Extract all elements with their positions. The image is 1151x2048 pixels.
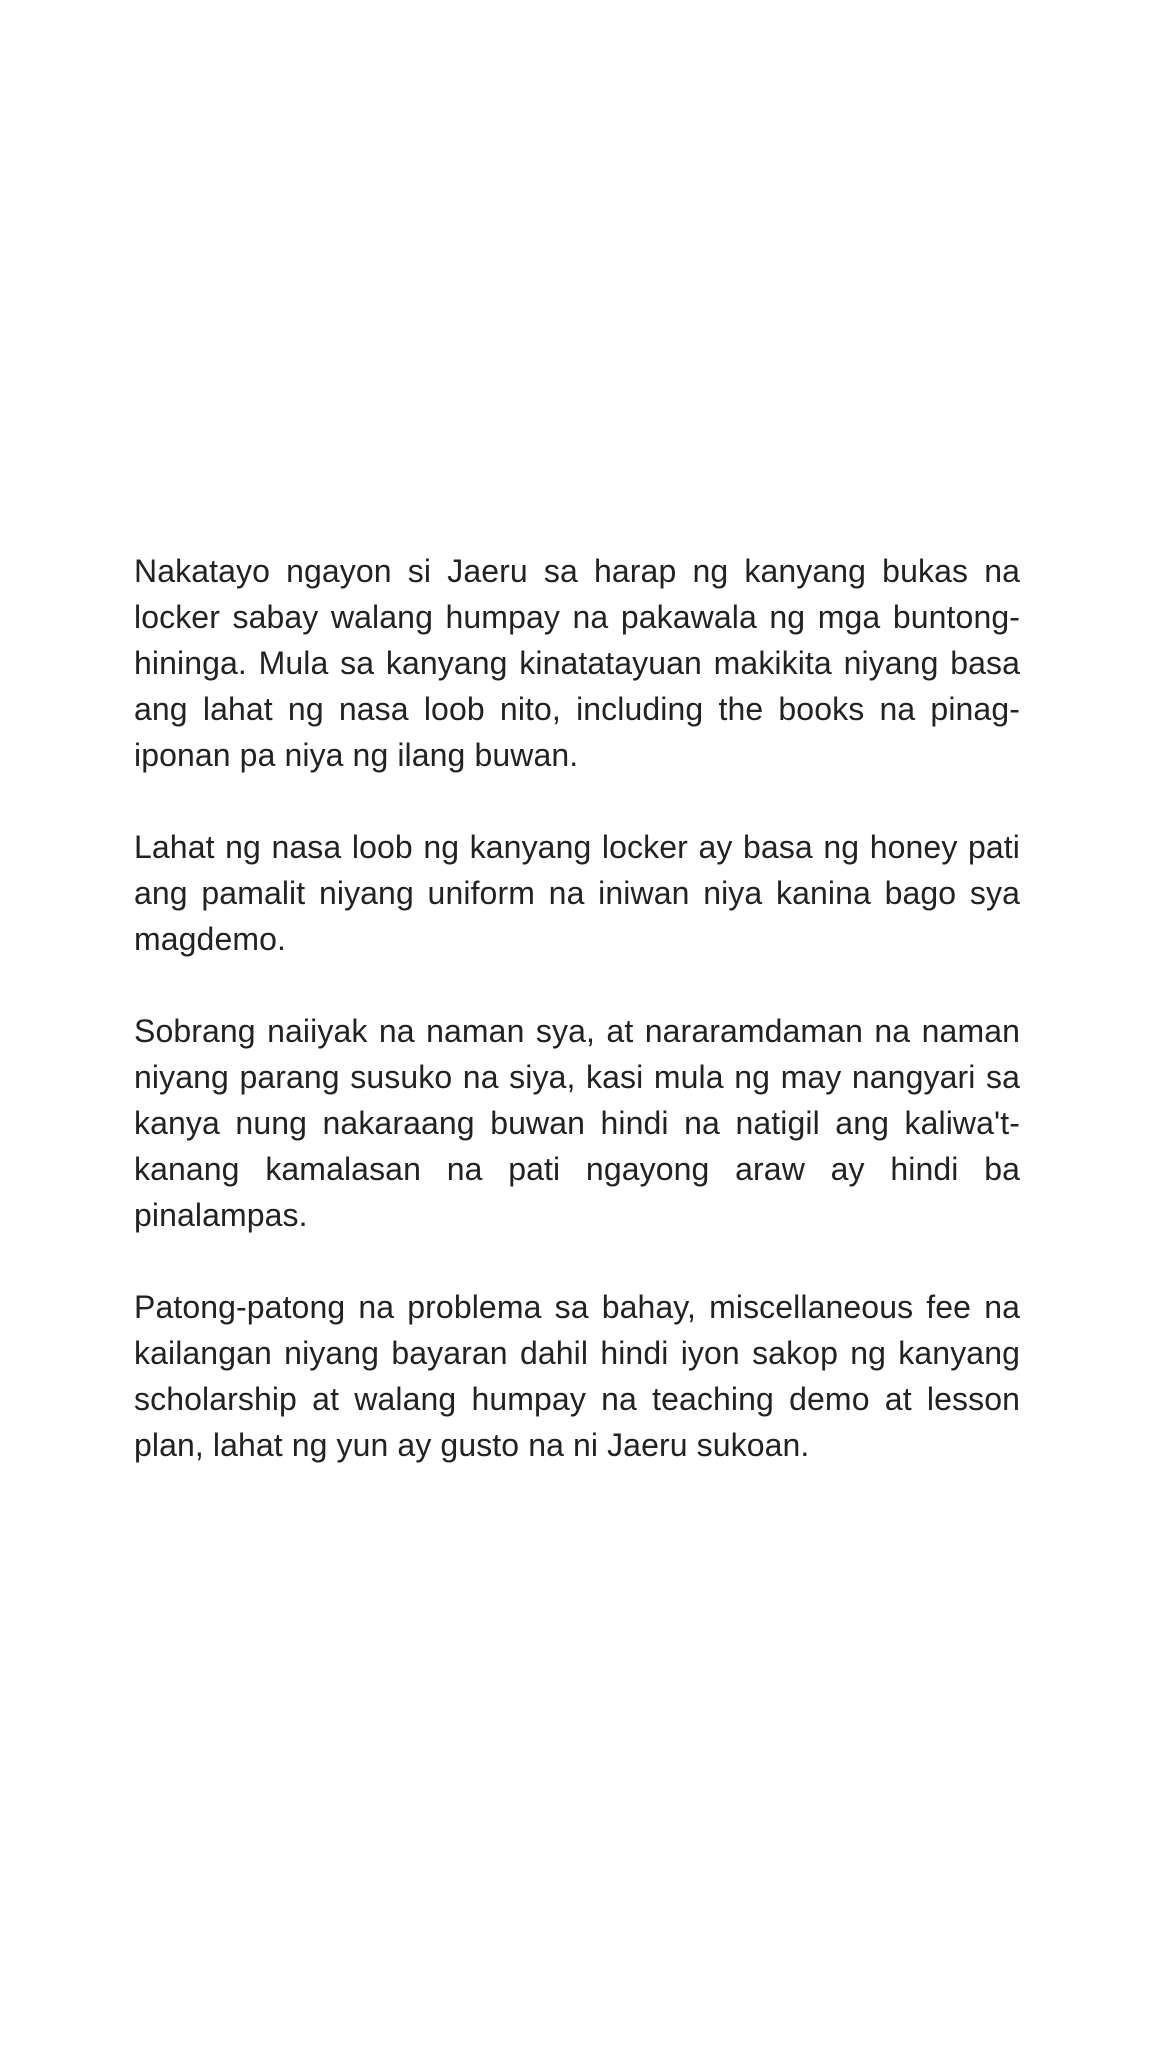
paragraph-2: Lahat ng nasa loob ng kanyang locker ay basa ng honey pati ang pamalit niyang uniform na iniwan niya kanina bago sya magdemo. <box>134 829 1020 957</box>
paragraph-4: Patong-patong na problema sa bahay, miscellaneous fee na kailangan niyang bayaran dahil hindi iyon sakop ng kanyang scholarship at walang humpay na teaching demo at lesson plan, lahat ng yun ay gusto na ni Jaeru sukoan. <box>134 1289 1020 1463</box>
paragraph-1: Nakatayo ngayon si Jaeru sa harap ng kanyang bukas na locker sabay walang humpay na pakawala ng mga buntong-hininga. Mula sa kanyang kinatatayuan makikita niyang basa ang lahat ng nasa loob nito, including the books na pinag-iponan pa niya ng ilang buwan. <box>134 553 1020 773</box>
paragraph-3: Sobrang naiiyak na naman sya, at nararamdaman na naman niyang parang susuko na siya, kasi mula ng may nangyari sa kanya nung nakaraang buwan hindi na natigil ang kaliwa't-kanang kamalasan na pati ngayong araw ay hindi ba pinalampas. <box>134 1013 1020 1233</box>
story-text <box>134 548 1020 1468</box>
